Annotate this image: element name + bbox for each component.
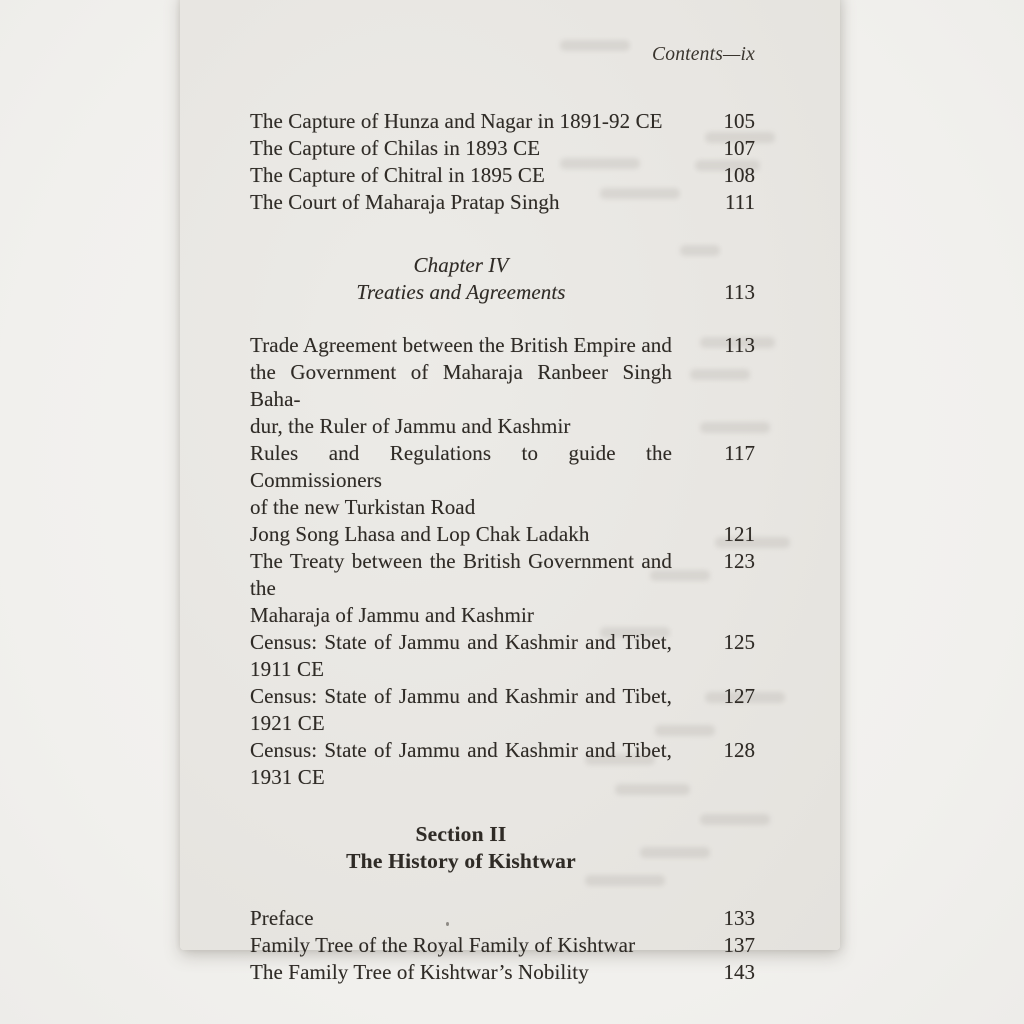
- toc-entry-page-number: 113: [724, 333, 755, 357]
- toc-entry-title: The Family Tree of Kishtwar’s Nobility: [250, 960, 589, 984]
- toc-entry-title: of the new Turkistan Road: [250, 495, 476, 519]
- toc-entry: [250, 135, 755, 162]
- toc-entry-title: Family Tree of the Royal Family of Kishtwar: [250, 933, 636, 957]
- running-head: Contents—ix: [652, 44, 755, 65]
- toc-entry-page-number: 123: [723, 549, 755, 573]
- toc-entry-title: Census: State of Jammu and Kashmir and Tibet,: [250, 684, 672, 708]
- chapter-heading-line: Chapter IV: [413, 253, 509, 277]
- toc-entry-page-number: 113: [724, 280, 755, 304]
- toc-entry-title: Jong Song Lhasa and Lop Chak Ladakh: [250, 522, 590, 546]
- toc-entry-title: The Capture of Chitral in 1895 CE: [250, 163, 545, 187]
- toc-entry-page-number: 111: [725, 190, 755, 214]
- book-page: [180, 0, 840, 984]
- table-of-contents: [250, 108, 755, 986]
- toc-entry-page-number: 117: [724, 441, 755, 465]
- toc-entry: [250, 959, 755, 986]
- toc-entry: [250, 548, 755, 629]
- toc-entry: [250, 108, 755, 135]
- toc-entry-title: The Court of Maharaja Pratap Singh: [250, 190, 560, 214]
- toc-entry: [250, 162, 755, 189]
- toc-entry: [250, 189, 755, 216]
- toc-entry: [250, 737, 755, 791]
- toc-chapter-heading: [250, 252, 755, 306]
- toc-entry-title: Preface: [250, 906, 314, 930]
- toc-entry: [250, 332, 755, 440]
- section-heading-line: The History of Kishtwar: [346, 849, 576, 873]
- toc-entry: [250, 932, 755, 959]
- toc-entry-title: The Capture of Chilas in 1893 CE: [250, 136, 541, 160]
- toc-entry-title: Maharaja of Jammu and Kashmir: [250, 603, 534, 627]
- toc-entry-title: the Government of Maharaja Ranbeer Singh Baha-: [250, 360, 672, 411]
- toc-entry: [250, 629, 755, 683]
- toc-entry-page-number: 121: [723, 522, 755, 546]
- toc-entry-page-number: 128: [723, 738, 755, 762]
- toc-entry-title: Census: State of Jammu and Kashmir and Tibet,: [250, 738, 672, 762]
- toc-entry-page-number: 133: [723, 906, 755, 930]
- toc-entry: [250, 521, 755, 548]
- toc-entry-title: 1931 CE: [250, 765, 325, 789]
- toc-entry-page-number: 105: [723, 109, 755, 133]
- toc-entry-title: 1921 CE: [250, 711, 325, 735]
- toc-entry: [250, 683, 755, 737]
- toc-entry: [250, 440, 755, 521]
- chapter-heading-line: Treaties and Agreements: [356, 280, 566, 304]
- toc-entry-title: dur, the Ruler of Jammu and Kashmir: [250, 414, 571, 438]
- toc-entry-page-number: 125: [723, 630, 755, 654]
- toc-entry-title: Trade Agreement between the British Empire and: [250, 333, 672, 357]
- toc-entry-page-number: 137: [723, 933, 755, 957]
- toc-entry-title: Rules and Regulations to guide the Commissioners: [250, 441, 672, 492]
- toc-entry-title: The Capture of Hunza and Nagar in 1891-92 CE: [250, 109, 663, 133]
- toc-entry-page-number: 108: [723, 163, 755, 187]
- toc-entry-title: 1911 CE: [250, 657, 325, 681]
- page-content: [180, 0, 840, 986]
- toc-entry-page-number: 127: [723, 684, 755, 708]
- toc-entry-title: Census: State of Jammu and Kashmir and Tibet,: [250, 630, 672, 654]
- toc-entry-title: The Treaty between the British Government and the: [250, 549, 672, 600]
- toc-entry-page-number: 143: [723, 960, 755, 984]
- toc-entry-page-number: 107: [723, 136, 755, 160]
- toc-entry: [250, 905, 755, 932]
- toc-section-heading: [250, 821, 755, 875]
- section-heading-line: Section II: [415, 822, 507, 846]
